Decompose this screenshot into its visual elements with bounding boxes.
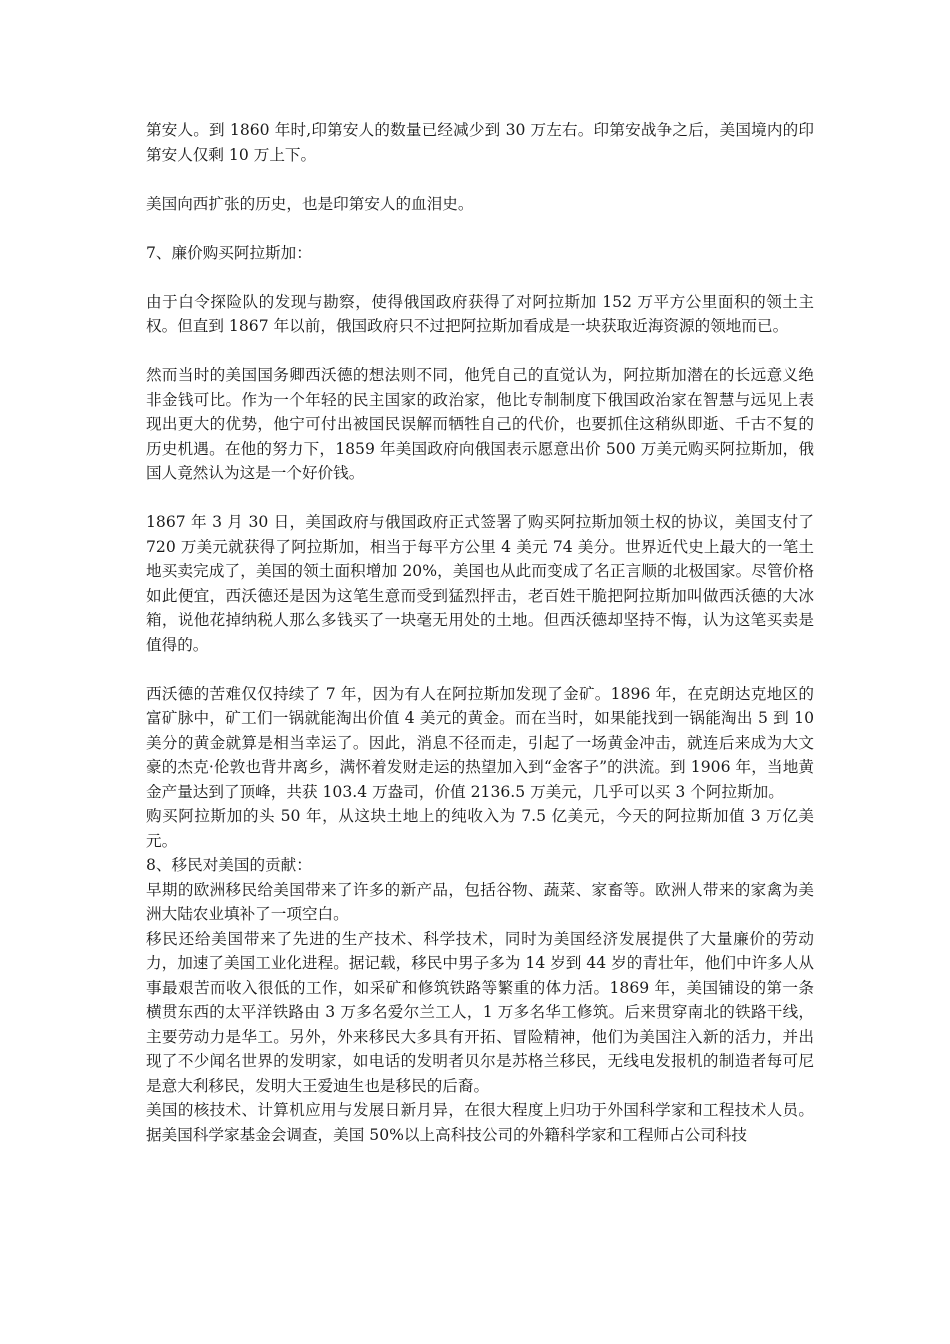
paragraph-immigrant-labor: 移民还给美国带来了先进的生产技术、科学技术，同时为美国经济发展提供了大量廉价的劳动力，加速了美国工业化进程。据记载，移民中男子多为 14 岁到 44 岁的青壮年，他们中许多人从事最艰苦而收入很低的工作，如采矿和修筑铁路等繁重的体力活。1869 年，美国铺设的第一条横贯东西的太平洋铁路由 3 万多名爱尔兰工人，1 万多名华工修筑。后来贯穿南北的铁路干线，主要劳动力是华工。另外，外来移民大多具有开拓、冒险精神，他们为美国注入新的活力，并出现了不少闻名世界的发明家，如电话的发明者贝尔是苏格兰移民，无线电发报机的制造者每可尼是意大利移民，发明大王爱迪生也是移民的后裔。 xyxy=(146,929,814,1095)
document-page xyxy=(146,118,814,1147)
paragraph-westward-expansion: 美国向西扩张的历史，也是印第安人的血泪史。 xyxy=(146,194,474,213)
paragraph-seward-vision: 然而当时的美国国务卿西沃德的想法则不同，他凭自己的直觉认为，阿拉斯加潜在的长远意义绝非金钱可比。作为一个年轻的民主国家的政治家，他比专制制度下俄国政治家在智慧与远见上表现出更大的优势，他宁可付出被国民误解而牺牲自己的代价，也要抓住这稍纵即逝、千古不复的历史机遇。在他的努力下，1859 年美国政府向俄国表示愿意出价 500 万美元购买阿拉斯加，俄国人竟然认为这是一个好价钱。 xyxy=(146,366,814,482)
paragraph-indian-population: 第安人。到 1860 年时,印第安人的数量已经减少到 30 万左右。印第安战争之后，美国境内的印第安人仅剩 10 万上下。 xyxy=(146,121,814,164)
section-heading-alaska: 7、廉价购买阿拉斯加： xyxy=(146,243,312,262)
paragraph-alaska-purchase: 1867 年 3 月 30 日，美国政府与俄国政府正式签署了购买阿拉斯加领土权的协议，美国支付了 720 万美元就获得了阿拉斯加，相当于每平方公里 4 美元 74 美分。世界近代史上最大的一笔土地买卖完成了，美国的领土面积增加 20%，美国也从此而变成了名正言顺的北极国家。尽管价格如此便宜，西沃德还是因为这笔生意而受到猛烈抨击，老百姓干脆把阿拉斯加叫做西沃德的大冰箱，说他花掉纳税人那么多钱买了一块毫无用处的土地。但西沃德却坚持不悔，认为这笔买卖是值得的。 xyxy=(146,513,814,654)
paragraph-european-immigrants: 早期的欧洲移民给美国带来了许多的新产品，包括谷物、蔬菜、家畜等。欧洲人带来的家禽为美洲大陆农业填补了一项空白。 xyxy=(146,880,814,923)
section-heading-immigrants: 8、移民对美国的贡献： xyxy=(146,856,312,874)
paragraph-foreign-scientists: 美国的核技术、计算机应用与发展日新月异，在很大程度上归功于外国科学家和工程技术人员。据美国科学家基金会调查，美国 50%以上高科技公司的外籍科学家和工程师占公司科技 xyxy=(146,1101,814,1144)
paragraph-bering-expedition: 由于白令探险队的发现与勘察，使得俄国政府获得了对阿拉斯加 152 万平方公里面积的领土主权。但直到 1867 年以前，俄国政府只不过把阿拉斯加看成是一块获取近海资源的领地而已。 xyxy=(146,292,814,335)
paragraph-gold-rush: 西沃德的苦难仅仅持续了 7 年，因为有人在阿拉斯加发现了金矿。1896 年，在克朗达克地区的富矿脉中，矿工们一锅就能淘出价值 4 美元的黄金。而在当时，如果能找到一锅能淘出 5 到 10 美分的黄金就算是相当幸运了。因此，消息不径而走，引起了一场黄金冲击，就连后来成为大文豪的杰克·伦敦也背井离乡，满怀着发财走运的热望加入到“金客子”的洪流。到 1906 年，当地黄金产量达到了顶峰，共获 103.4 万盎司，价值 2136.5 万美元，几乎可以买 3 个阿拉斯加。 xyxy=(146,684,814,801)
paragraph-alaska-income: 购买阿拉斯加的头 50 年，从这块土地上的纯收入为 7.5 亿美元，今天的阿拉斯加值 3 万亿美元。 xyxy=(146,807,814,850)
